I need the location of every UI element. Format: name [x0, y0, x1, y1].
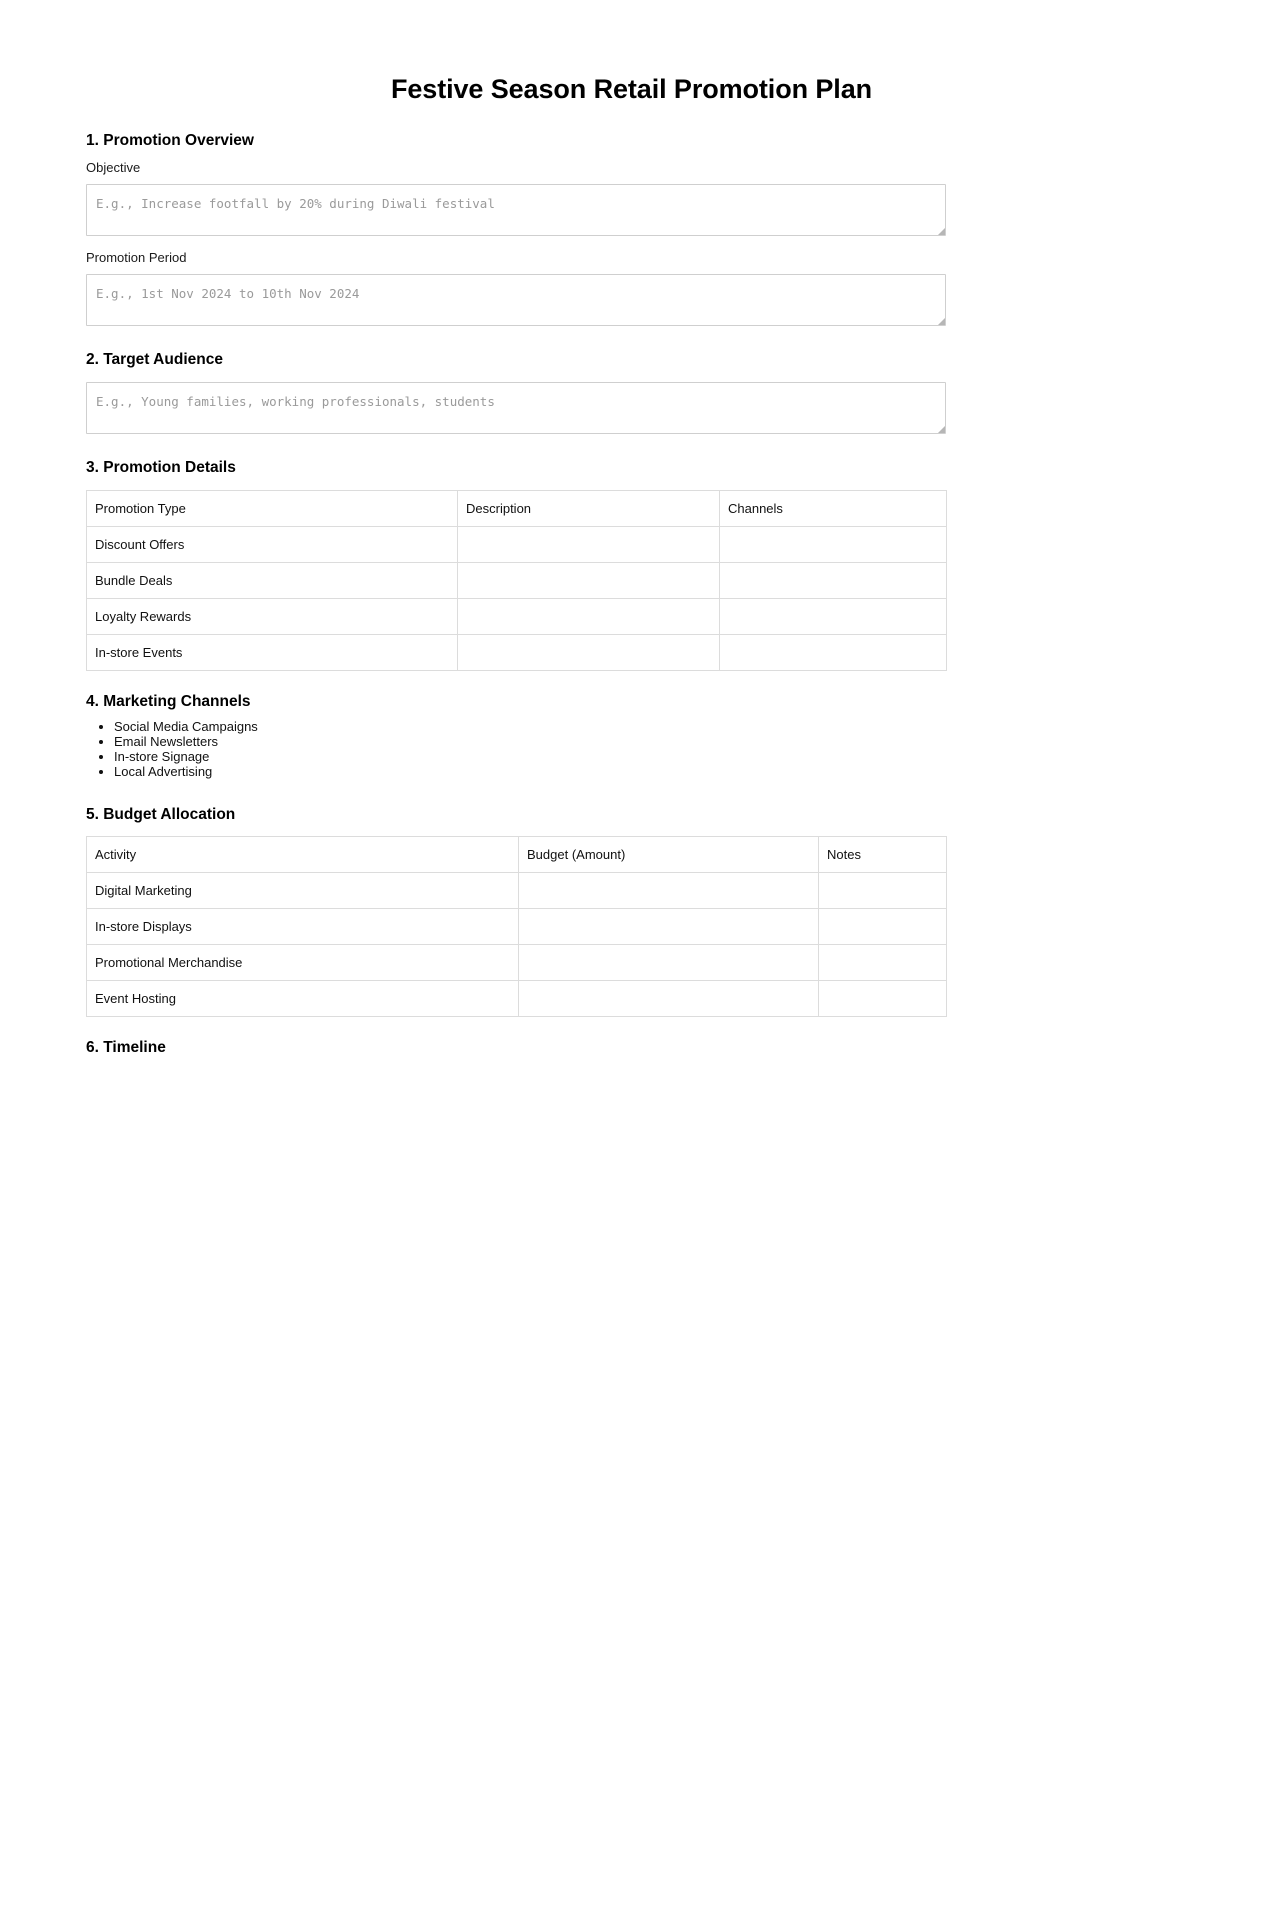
cell-budget-amount[interactable] [519, 873, 819, 909]
cell-channels[interactable] [720, 599, 947, 635]
marketing-channels-list [86, 719, 258, 779]
page-title: Festive Season Retail Promotion Plan [390, 74, 873, 104]
column-header-channels: Channels [720, 491, 947, 527]
promotion-period-input[interactable] [86, 274, 946, 326]
list-item: • Social Media Campaigns [114, 719, 258, 734]
cell-activity: Event Hosting [87, 981, 519, 1017]
section-promotion-details [86, 458, 236, 477]
target-audience-input-wrap [86, 382, 946, 434]
cell-description[interactable] [458, 527, 720, 563]
column-header-activity: Activity [87, 837, 519, 873]
cell-notes[interactable] [819, 945, 947, 981]
section-promotion-overview [86, 131, 254, 150]
column-header-description: Description [458, 491, 720, 527]
column-header-promotion-type: Promotion Type [87, 491, 458, 527]
column-header-budget-amount: Budget (Amount) [519, 837, 819, 873]
marketing-channels-list-wrap [86, 719, 258, 779]
column-header-notes: Notes [819, 837, 947, 873]
objective-label: Objective [86, 160, 141, 175]
cell-promotion-type: Bundle Deals [87, 563, 458, 599]
section-heading-promotion-overview: 1. Promotion Overview [86, 132, 254, 149]
budget-allocation-table [86, 836, 947, 1017]
list-item: • In-store Signage [114, 749, 258, 764]
cell-description[interactable] [458, 635, 720, 671]
promotion-details-table-wrap [86, 490, 947, 671]
list-item: • Email Newsletters [114, 734, 258, 749]
objective-input-wrap [86, 184, 946, 236]
cell-notes[interactable] [819, 981, 947, 1017]
section-heading-budget-allocation: 5. Budget Allocation [86, 806, 236, 823]
cell-promotion-type: Discount Offers [87, 527, 458, 563]
section-timeline [86, 1038, 166, 1057]
list-item: • Local Advertising [114, 764, 258, 779]
table-header-row [87, 837, 947, 873]
section-target-audience [86, 350, 223, 369]
section-heading-promotion-details: 3. Promotion Details [86, 459, 236, 476]
promotion-period-input-wrap [86, 274, 946, 326]
promotion-details-table [86, 490, 947, 671]
table-row [87, 909, 947, 945]
cell-activity: Promotional Merchandise [87, 945, 519, 981]
table-row [87, 563, 947, 599]
objective-input[interactable] [86, 184, 946, 236]
cell-description[interactable] [458, 563, 720, 599]
cell-channels[interactable] [720, 527, 947, 563]
cell-budget-amount[interactable] [519, 945, 819, 981]
cell-budget-amount[interactable] [519, 909, 819, 945]
section-budget-allocation [86, 805, 235, 824]
objective-field-group [86, 160, 140, 176]
cell-channels[interactable] [720, 563, 947, 599]
cell-notes[interactable] [819, 909, 947, 945]
section-marketing-channels [86, 692, 251, 711]
target-audience-input[interactable] [86, 382, 946, 434]
budget-allocation-table-wrap [86, 836, 947, 1017]
table-row [87, 945, 947, 981]
promotion-period-label: Promotion Period [86, 250, 187, 265]
cell-promotion-type: Loyalty Rewards [87, 599, 458, 635]
cell-activity: In-store Displays [87, 909, 519, 945]
cell-channels[interactable] [720, 635, 947, 671]
table-row [87, 599, 947, 635]
table-row [87, 635, 947, 671]
promotion-period-field-group [86, 250, 186, 266]
table-row [87, 873, 947, 909]
table-header-row [87, 491, 947, 527]
table-row [87, 981, 947, 1017]
section-heading-timeline: 6. Timeline [86, 1039, 166, 1056]
section-heading-marketing-channels: 4. Marketing Channels [86, 693, 251, 710]
table-row [87, 527, 947, 563]
cell-activity: Digital Marketing [87, 873, 519, 909]
cell-budget-amount[interactable] [519, 981, 819, 1017]
cell-promotion-type: In-store Events [87, 635, 458, 671]
section-heading-target-audience: 2. Target Audience [86, 351, 223, 368]
cell-notes[interactable] [819, 873, 947, 909]
cell-description[interactable] [458, 599, 720, 635]
